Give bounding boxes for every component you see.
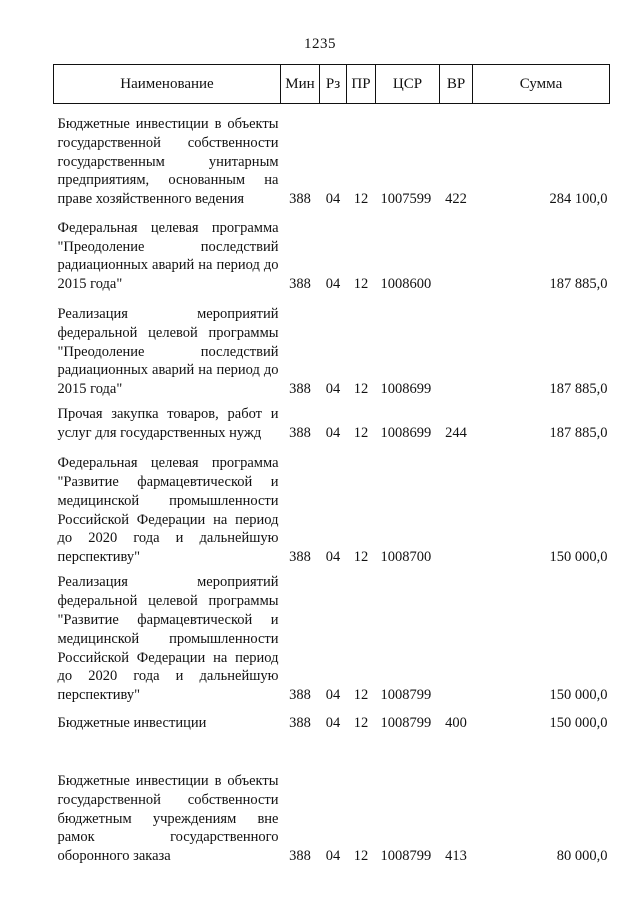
row-vr: 422 xyxy=(445,191,467,208)
table-row xyxy=(54,399,610,443)
header-csr: ЦСР xyxy=(376,65,440,104)
row-rz: 04 xyxy=(325,276,341,293)
header-sum: Сумма xyxy=(473,65,610,104)
row-pr: 12 xyxy=(353,191,369,208)
header-min: Мин xyxy=(281,65,320,104)
row-min: 388 xyxy=(289,687,311,704)
table-row xyxy=(54,733,610,866)
page-number: 1235 xyxy=(304,36,336,52)
row-min: 388 xyxy=(289,848,311,865)
row-pr: 12 xyxy=(353,715,369,732)
row-rz: 04 xyxy=(325,425,341,442)
table-row xyxy=(54,294,610,399)
row-pr: 12 xyxy=(353,425,369,442)
row-name: Федеральная целевая программа "Развитие фармацевтической и медицинской промышленности Российской Федерации на период до 2020 года и дальнейшую перспективу" xyxy=(57,455,279,566)
row-vr: 413 xyxy=(445,848,467,865)
row-name: Прочая закупка товаров, работ и услуг для государственных нужд xyxy=(57,406,279,442)
row-min: 388 xyxy=(289,549,311,566)
row-min: 388 xyxy=(289,425,311,442)
row-min: 388 xyxy=(289,191,311,208)
row-vr xyxy=(440,567,473,705)
row-rz: 04 xyxy=(325,191,341,208)
row-sum: 150 000,0 xyxy=(549,549,608,566)
header-vr: ВР xyxy=(440,65,473,104)
row-rz: 04 xyxy=(325,381,341,398)
row-pr: 12 xyxy=(353,549,369,566)
row-sum: 150 000,0 xyxy=(549,687,608,704)
row-vr: 400 xyxy=(445,715,467,732)
row-name: Бюджетные инвестиции в объекты государственной собственности государственным унитарным предприятиям, основанным на праве хозяйственного ведения xyxy=(57,116,279,208)
table-row xyxy=(54,443,610,567)
row-sum: 284 100,0 xyxy=(549,191,608,208)
row-sum: 187 885,0 xyxy=(549,276,608,293)
header-pr: ПР xyxy=(347,65,376,104)
row-name: Бюджетные инвестиции xyxy=(57,715,207,732)
row-csr: 1007599 xyxy=(380,191,432,208)
row-sum: 187 885,0 xyxy=(549,381,608,398)
row-sum: 80 000,0 xyxy=(556,848,608,865)
row-pr: 12 xyxy=(353,276,369,293)
row-pr: 12 xyxy=(353,381,369,398)
row-name: Реализация мероприятий федеральной целевой программы "Развитие фармацевтической и медицинской промышленности Российской Федерации на период до 2020 года и дальнейшую перспективу" xyxy=(57,574,279,704)
row-csr: 1008600 xyxy=(380,276,432,293)
row-vr xyxy=(440,294,473,399)
row-sum: 187 885,0 xyxy=(549,425,608,442)
row-name: Федеральная целевая программа "Преодоление последствий радиационных аварий на период до 2015 года" xyxy=(57,219,279,293)
row-min: 388 xyxy=(289,276,311,293)
table-row xyxy=(54,705,610,733)
row-vr xyxy=(440,443,473,567)
table-row xyxy=(54,209,610,294)
row-name: Реализация мероприятий федеральной целевой программы "Преодоление последствий радиационных аварий на период до 2015 года" xyxy=(57,306,279,398)
table-row xyxy=(54,567,610,705)
row-rz: 04 xyxy=(325,687,341,704)
table-row xyxy=(54,104,610,210)
row-vr xyxy=(440,209,473,294)
header-rz: Рз xyxy=(320,65,347,104)
row-csr: 1008799 xyxy=(380,687,432,704)
row-name: Бюджетные инвестиции в объекты государственной собственности бюджетным учреждениям вне рамок государственного оборонного заказа xyxy=(57,773,279,865)
row-rz: 04 xyxy=(325,549,341,566)
header-name: Наименование xyxy=(54,65,281,104)
row-pr: 12 xyxy=(353,687,369,704)
row-rz: 04 xyxy=(325,715,341,732)
row-min: 388 xyxy=(289,381,311,398)
row-csr: 1008699 xyxy=(380,381,432,398)
row-sum: 150 000,0 xyxy=(549,715,608,732)
row-csr: 1008799 xyxy=(380,848,432,865)
budget-table xyxy=(53,64,610,866)
row-rz: 04 xyxy=(325,848,341,865)
row-pr: 12 xyxy=(353,848,369,865)
table-header xyxy=(54,65,610,104)
row-csr: 1008700 xyxy=(380,549,432,566)
row-csr: 1008699 xyxy=(380,425,432,442)
row-csr: 1008799 xyxy=(380,715,432,732)
row-min: 388 xyxy=(289,715,311,732)
row-vr: 244 xyxy=(445,425,467,442)
